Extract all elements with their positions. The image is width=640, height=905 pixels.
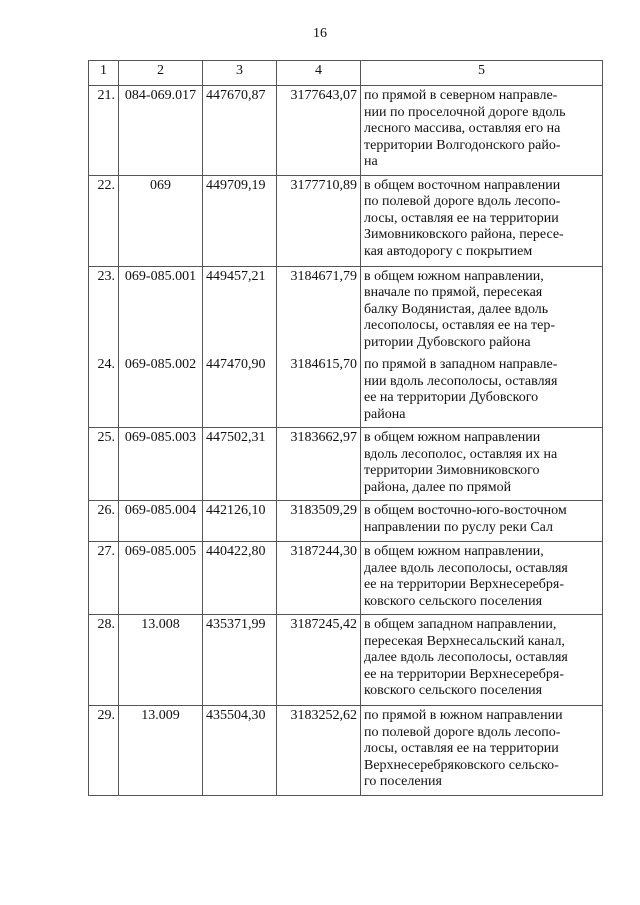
header-col-5: 5: [361, 61, 603, 86]
row-number: 29.: [89, 706, 119, 796]
description-line: ее на территории Верхнесеребря-: [364, 577, 565, 592]
row-number: 28.: [89, 615, 119, 706]
description-line: лесополосы, оставляя ее на тер-: [364, 318, 556, 333]
description-line: вдоль лесополос, оставляя их на: [364, 446, 558, 462]
description-line: по прямой в западном направле-: [364, 357, 558, 372]
description-line: ее на территории Дубовского: [364, 390, 539, 405]
description-line: в общем южном направлении: [364, 430, 541, 445]
header-col-4: 4: [277, 61, 361, 86]
row-number: 21.: [89, 86, 119, 176]
description-line: лосы, оставляя ее на территории: [364, 741, 559, 756]
description-line: по прямой в северном направле-: [364, 88, 558, 103]
table-row: [89, 615, 603, 706]
description-line: территории Волгодонского райо-: [364, 137, 561, 153]
boundary-description: [361, 501, 603, 542]
point-code: 069-085.002: [119, 355, 203, 428]
point-code: 13.008: [119, 615, 203, 706]
boundary-description: [361, 615, 603, 706]
boundary-table: [88, 60, 603, 796]
header-col-1: 1: [89, 61, 119, 86]
table-row: [89, 706, 603, 796]
coordinate-y: 3177710,89: [277, 175, 361, 266]
coordinate-x: 442126,10: [203, 501, 277, 542]
description-line: района, далее по прямой: [364, 479, 512, 495]
coordinate-y: 3183252,62: [277, 706, 361, 796]
coordinate-x: 449709,19: [203, 175, 277, 266]
table-row: [89, 266, 603, 355]
table-header: [89, 61, 603, 86]
header-row: [89, 61, 603, 86]
boundary-description: [361, 428, 603, 501]
coordinate-y: 3184615,70: [277, 355, 361, 428]
point-code: 084-069.017: [119, 86, 203, 176]
description-line: Зимовниковского района, пересе-: [364, 227, 564, 242]
coordinate-y: 3183509,29: [277, 501, 361, 542]
boundary-description: [361, 542, 603, 615]
description-line: ее на территории Верхнесеребря-: [364, 666, 565, 682]
coordinate-x: 440422,80: [203, 542, 277, 615]
header-col-2: 2: [119, 61, 203, 86]
description-line: по полевой дороге вдоль лесопо-: [364, 194, 561, 209]
description-line: в общем восточно-юго-восточном: [364, 503, 567, 518]
description-line: го поселения: [364, 774, 442, 789]
boundary-description: [361, 355, 603, 428]
description-line: по прямой в южном направлении: [364, 708, 563, 723]
point-code: 069-085.001: [119, 266, 203, 355]
table-body: [89, 86, 603, 796]
point-code: 069-085.003: [119, 428, 203, 501]
coordinate-y: 3183662,97: [277, 428, 361, 501]
table-row: [89, 355, 603, 428]
description-line: в общем восточном направлении: [364, 177, 561, 193]
coordinate-x: 449457,21: [203, 266, 277, 355]
table-row: [89, 542, 603, 615]
description-line: ритории Дубовского района: [364, 334, 531, 350]
description-line: лосы, оставляя ее на территории: [364, 210, 559, 226]
coordinate-x: 447470,90: [203, 355, 277, 428]
table-row: [89, 175, 603, 266]
row-number: 26.: [89, 501, 119, 542]
description-line: далее вдоль лесополосы, оставляя: [364, 560, 568, 576]
description-line: нии вдоль лесополосы, оставляя: [364, 373, 558, 389]
description-line: ковского сельского поселения: [364, 683, 543, 698]
point-code: 069-085.004: [119, 501, 203, 542]
description-line: вначале по прямой, пересекая: [364, 285, 543, 300]
description-line: пересекая Верхнесальский канал,: [364, 633, 565, 649]
row-number: 25.: [89, 428, 119, 501]
description-line: кая автодорогу с покрытием: [364, 243, 533, 259]
description-line: направлении по руслу реки Сал: [364, 519, 554, 535]
description-line: района: [364, 406, 406, 422]
boundary-description: [361, 706, 603, 796]
table-row: [89, 86, 603, 176]
row-number: 23.: [89, 266, 119, 355]
description-line: в общем южном направлении,: [364, 544, 544, 559]
table-row: [89, 428, 603, 501]
coordinate-x: 447670,87: [203, 86, 277, 176]
description-line: в общем западном направлении,: [364, 617, 557, 632]
boundary-description: [361, 266, 603, 355]
point-code: 13.009: [119, 706, 203, 796]
description-line: далее вдоль лесополосы, оставляя: [364, 650, 568, 665]
page-number: 16: [313, 26, 327, 41]
coordinate-y: 3187244,30: [277, 542, 361, 615]
row-number: 27.: [89, 542, 119, 615]
description-line: нии по проселочной дороге вдоль: [364, 104, 566, 120]
boundary-description: [361, 175, 603, 266]
row-number: 24.: [89, 355, 119, 428]
description-line: ковского сельского поселения: [364, 593, 543, 609]
description-line: территории Зимовниковского: [364, 463, 540, 478]
description-line: балку Водянистая, далее вдоль: [364, 301, 549, 317]
description-line: Верхнесеребряковского сельско-: [364, 757, 559, 773]
point-code: 069: [119, 175, 203, 266]
description-line: лесного массива, оставляя его на: [364, 121, 561, 136]
description-line: в общем южном направлении,: [364, 268, 544, 284]
coordinate-x: 447502,31: [203, 428, 277, 501]
coordinate-x: 435371,99: [203, 615, 277, 706]
coordinate-y: 3184671,79: [277, 266, 361, 355]
header-col-3: 3: [203, 61, 277, 86]
coordinate-y: 3187245,42: [277, 615, 361, 706]
boundary-description: [361, 86, 603, 176]
description-line: по полевой дороге вдоль лесопо-: [364, 724, 561, 740]
table-row: [89, 501, 603, 542]
row-number: 22.: [89, 175, 119, 266]
description-line: на: [364, 154, 378, 169]
point-code: 069-085.005: [119, 542, 203, 615]
coordinate-x: 435504,30: [203, 706, 277, 796]
coordinate-y: 3177643,07: [277, 86, 361, 176]
